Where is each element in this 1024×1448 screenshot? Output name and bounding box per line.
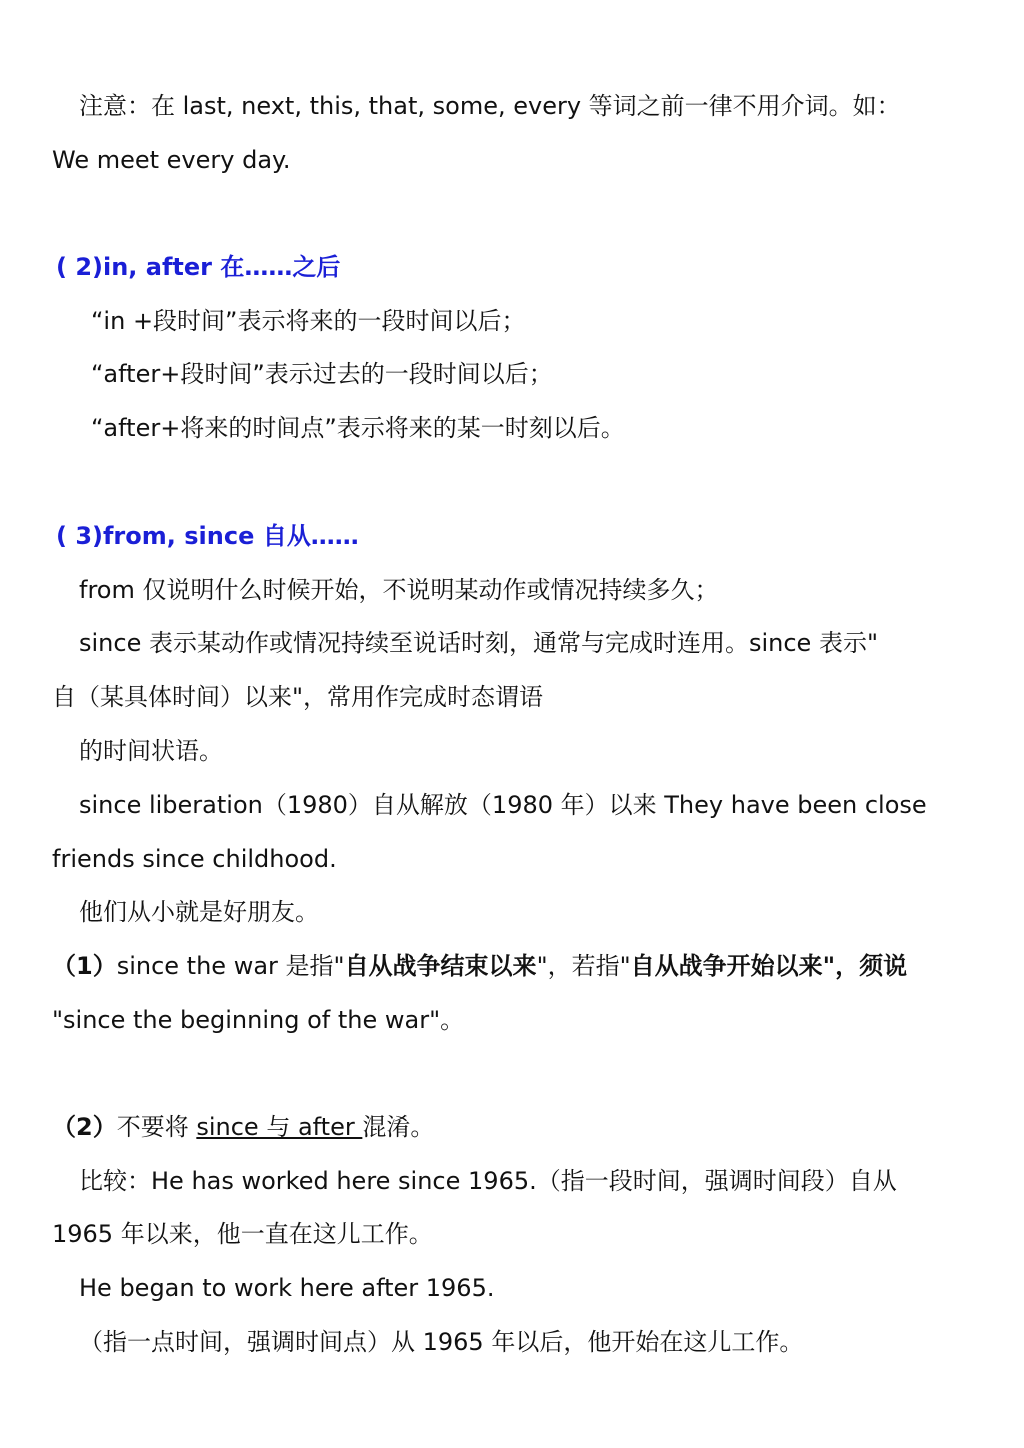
point-2-underlined: since 与 after (196, 1113, 363, 1141)
point-2-compare-line-3: He began to work here after 1965. (79, 1274, 495, 1302)
section-2-item: “after+段时间”表示过去的一段时间以后； (91, 360, 553, 388)
point-2-compare-line-4: （指一点时间，强调时间点）从 1965 年以后，他开始在这儿工作。 (79, 1328, 804, 1356)
section-3-from-line: from 仅说明什么时候开始，不说明某动作或情况持续多久； (79, 576, 719, 604)
section-3-since-line-1: since 表示某动作或情况持续至说话时刻，通常与完成时连用。since 表示" (79, 629, 878, 657)
section-2-item: “in +段时间”表示将来的一段时间以后； (91, 307, 526, 335)
point-1-bold-a: 自从战争结束以来 (344, 952, 537, 980)
point-2-text-b: 混淆。 (362, 1113, 435, 1141)
section-3-since-line-2: 自（某具体时间）以来"，常用作完成时态谓语 (52, 683, 544, 711)
section-2-heading: ( 2)in, after 在……之后 (56, 253, 341, 281)
section-3-heading: ( 3)from, since 自从…… (56, 522, 359, 550)
point-2-line-1 (52, 1112, 992, 1142)
point-1-number: （1） (52, 952, 117, 980)
point-1-line-2: "since the beginning of the war"。 (52, 1006, 465, 1034)
section-2-item: “after+将来的时间点”表示将来的某一时刻以后。 (91, 414, 625, 442)
section-3-since-line-3: 的时间状语。 (79, 737, 223, 765)
point-1-text-b: "，若指" (536, 952, 631, 980)
point-1-line-1 (52, 951, 992, 981)
point-2-compare-line-2: 1965 年以来，他一直在这儿工作。 (52, 1220, 433, 1248)
point-1-bold-b: 自从战争开始以来"，须说 (630, 952, 908, 980)
section-3-example-line-3: 他们从小就是好朋友。 (79, 898, 319, 926)
note-line-1: 注意：在 last, next, this, that, some, every 等词之前一律不用介词。如： (79, 92, 901, 120)
point-1-text-a: since the war 是指" (116, 952, 345, 980)
point-2-text-a: 不要将 (116, 1113, 197, 1141)
section-3-example-line-1: since liberation（1980）自从解放（1980 年）以来 They have been close (79, 791, 927, 819)
point-2-compare-line-1: 比较：He has worked here since 1965.（指一段时间，强调时间段）自从 (79, 1167, 897, 1195)
section-3-example-line-2: friends since childhood. (52, 845, 337, 873)
note-line-2: We meet every day. (52, 146, 291, 174)
point-2-number: （2） (52, 1113, 117, 1141)
